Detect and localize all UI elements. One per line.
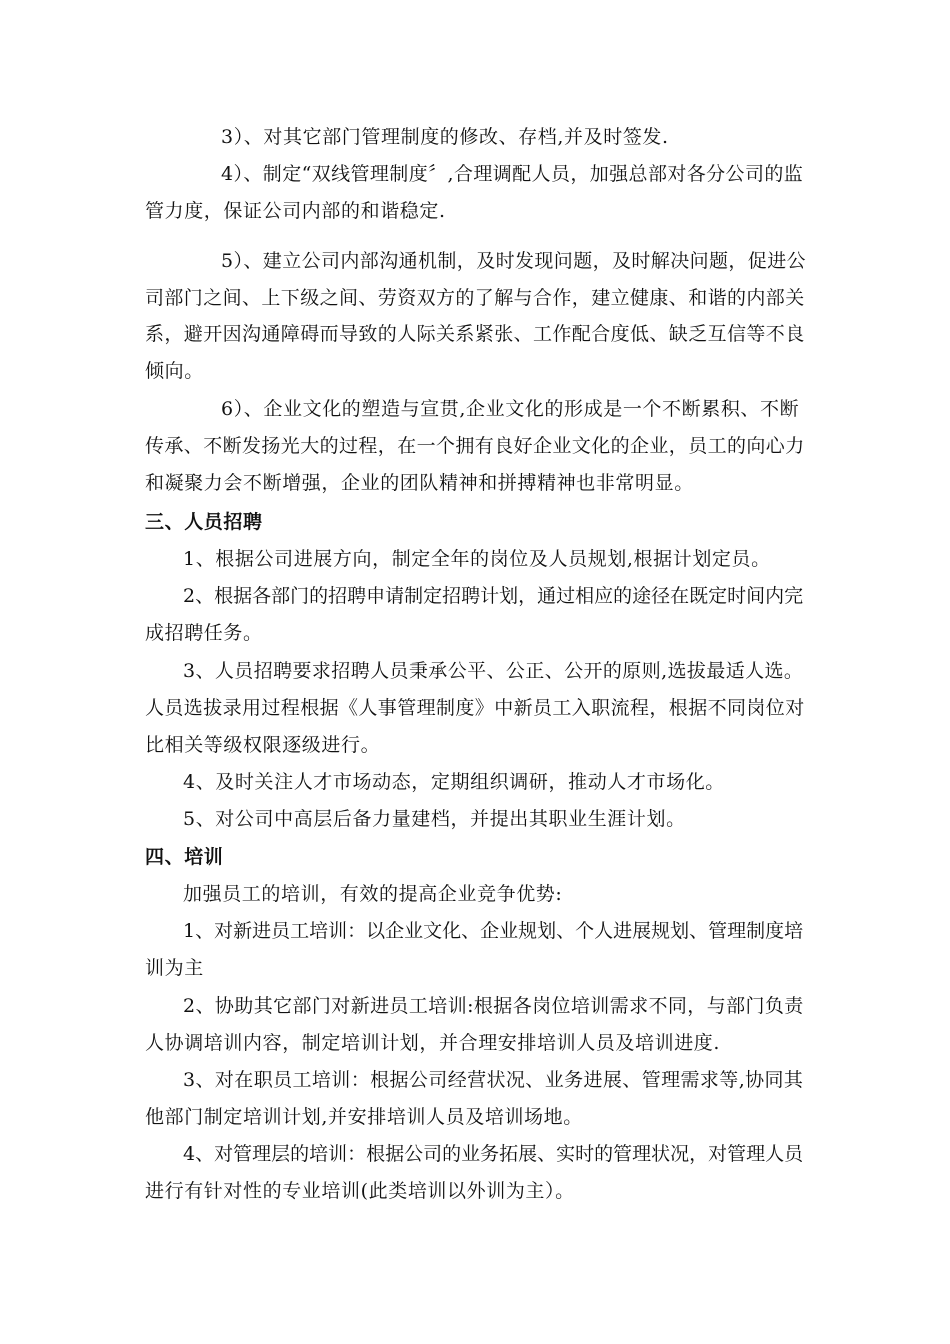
recruitment-item-1: 1、根据公司进展方向，制定全年的岗位及人员规划,根据计划定员。 bbox=[183, 548, 771, 570]
recruitment-item-2-line-2: 成招聘任务。 bbox=[145, 622, 263, 644]
paragraph-item-6-line-3: 和凝聚力会不断增强，企业的团队精神和拼搏精神也非常明显。 bbox=[145, 472, 694, 494]
recruitment-item-2-line-1: 2、根据各部门的招聘申请制定招聘计划，通过相应的途径在既定时间内完 bbox=[183, 585, 804, 607]
paragraph-item-5-line-3: 系，避开因沟通障碍而导致的人际关系紧张、工作配合度低、缺乏互信等不良 bbox=[145, 323, 805, 345]
paragraph-item-5-line-2: 司部门之间、上下级之间、劳资双方的了解与合作，建立健康、和谐的内部关 bbox=[145, 287, 805, 309]
recruitment-item-5: 5、对公司中高层后备力量建档，并提出其职业生涯计划。 bbox=[183, 808, 686, 830]
paragraph-item-4-line-1: 4）、制定“双线管理制度〞,合理调配人员，加强总部对各分公司的监 bbox=[221, 163, 804, 185]
training-item-2-line-1: 2、协助其它部门对新进员工培训:根据各岗位培训需求不同，与部门负责 bbox=[183, 995, 804, 1017]
recruitment-item-4: 4、及时关注人才市场动态，定期组织调研，推动人才市场化。 bbox=[183, 771, 725, 793]
paragraph-item-3: 3）、对其它部门管理制度的修改、存档,并及时签发. bbox=[221, 126, 669, 148]
section-heading-training: 四、培训 bbox=[145, 846, 224, 868]
recruitment-item-3-line-1: 3、人员招聘要求招聘人员秉承公平、公正、公开的原则,选拔最适人选。 bbox=[183, 660, 804, 682]
recruitment-item-3-line-2: 人员选拔录用过程根据《人事管理制度》中新员工入职流程，根据不同岗位对 bbox=[145, 697, 805, 719]
paragraph-item-6-line-1: 6）、企业文化的塑造与宣贯,企业文化的形成是一个不断累积、不断 bbox=[221, 398, 800, 420]
training-intro: 加强员工的培训，有效的提高企业竞争优势: bbox=[183, 883, 563, 905]
training-item-1-line-1: 1、对新进员工培训：以企业文化、企业规划、个人进展规划、管理制度培 bbox=[183, 920, 804, 942]
paragraph-item-4-line-2: 管力度，保证公司内部的和谐稳定. bbox=[145, 200, 446, 222]
training-item-4-line-2: 进行有针对性的专业培训(此类培训以外训为主）。 bbox=[145, 1180, 575, 1202]
paragraph-item-6-line-2: 传承、不断发扬光大的过程，在一个拥有良好企业文化的企业，员工的向心力 bbox=[145, 435, 805, 457]
training-item-3-line-1: 3、对在职员工培训：根据公司经营状况、业务进展、管理需求等,协同其 bbox=[183, 1069, 804, 1091]
recruitment-item-3-line-3: 比相关等级权限逐级进行。 bbox=[145, 734, 381, 756]
section-heading-recruitment: 三、人员招聘 bbox=[145, 511, 263, 533]
training-item-2-line-2: 人协调培训内容，制定培训计划，并合理安排培训人员及培训进度. bbox=[145, 1032, 721, 1054]
paragraph-item-5-line-1: 5）、建立公司内部沟通机制，及时发现问题，及时解决问题，促进公 bbox=[221, 250, 806, 272]
training-item-3-line-2: 他部门制定培训计划,并安排培训人员及培训场地。 bbox=[145, 1106, 583, 1128]
training-item-4-line-1: 4、对管理层的培训：根据公司的业务拓展、实时的管理状况，对管理人员 bbox=[183, 1143, 804, 1165]
paragraph-item-5-line-4: 倾向。 bbox=[145, 360, 204, 382]
training-item-1-line-2: 训为主 bbox=[145, 957, 204, 979]
